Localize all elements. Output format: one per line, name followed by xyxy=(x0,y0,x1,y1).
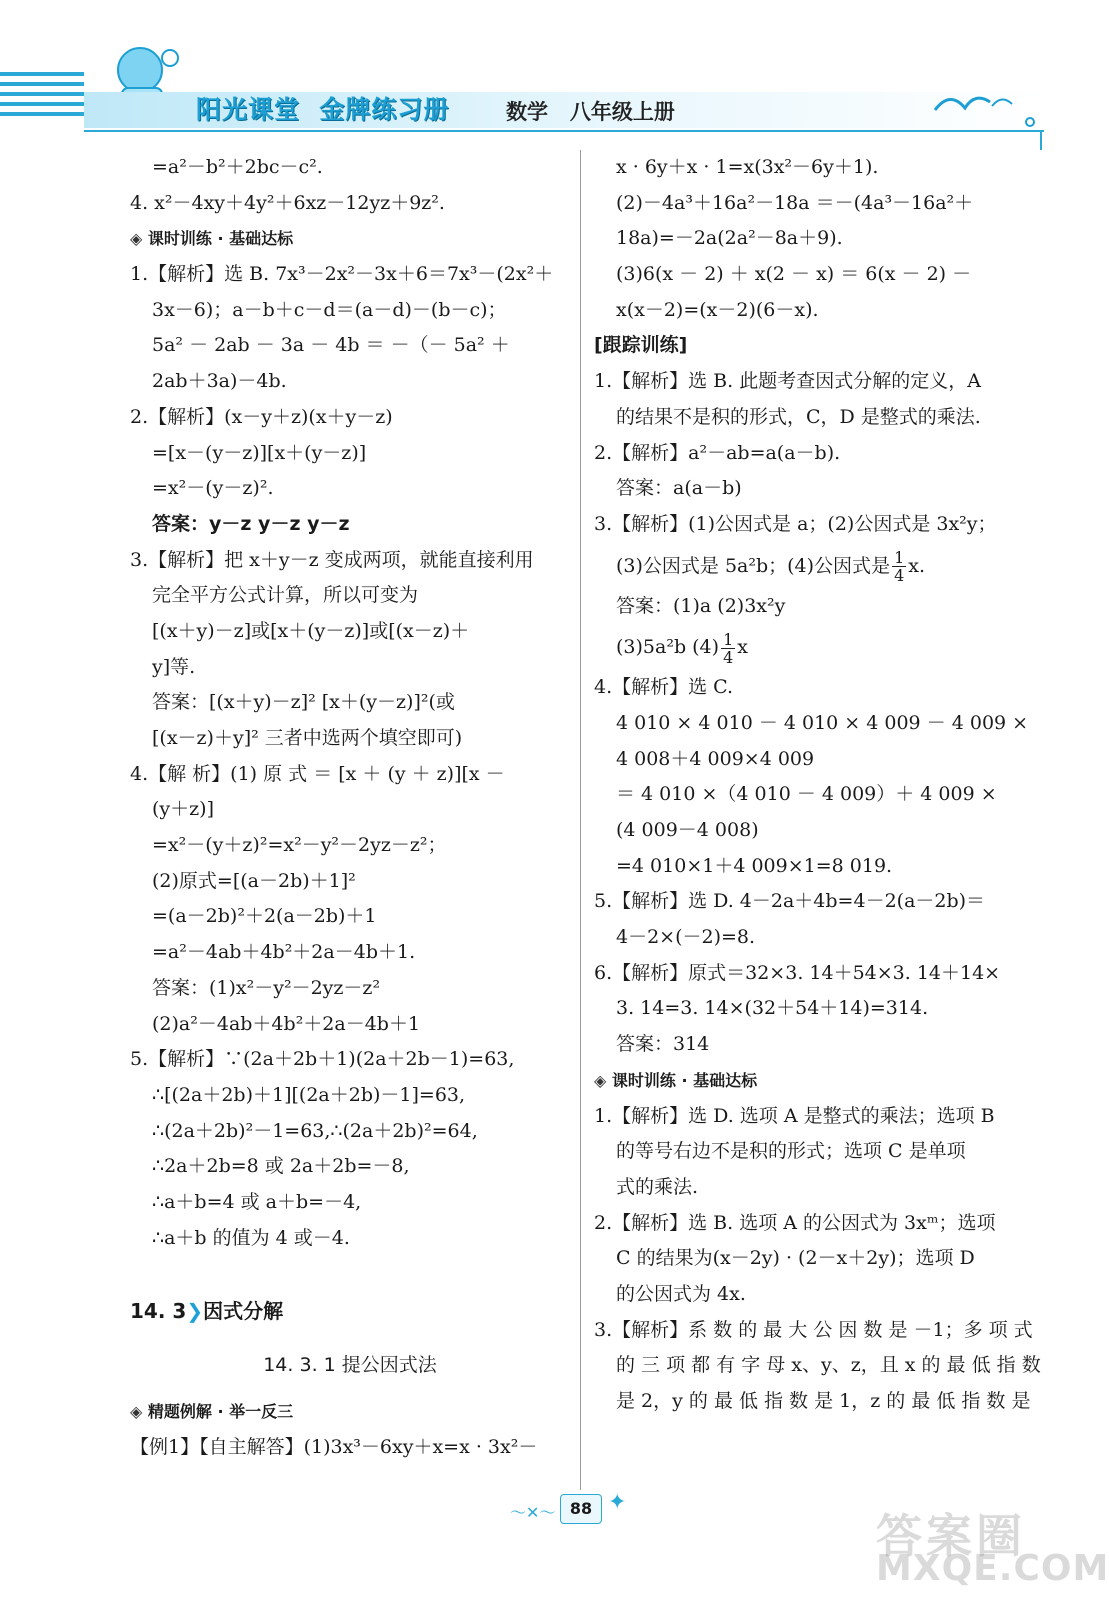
text-line: 4. x²－4xy＋4y²＋6xz－12yz＋9z². xyxy=(130,191,445,214)
text-line: 2.【解析】选 B. 选项 A 的公因式为 3xᵐ；选项 xyxy=(594,1211,996,1234)
text-segment: (3)公因式是 5a²b；(4)公因式是 xyxy=(616,554,891,577)
text-line: 4 008＋4 009×4 009 xyxy=(616,747,815,770)
watermark-url: MXQE.COM xyxy=(876,1548,1109,1589)
answer-line: 答案：a(a－b) xyxy=(616,477,742,500)
text-line: 18a)=－2a(2a²－8a＋9). xyxy=(616,227,843,250)
fraction xyxy=(721,631,735,666)
text-line: 2.【解析】a²－ab=a(a－b). xyxy=(594,441,841,464)
right-column xyxy=(594,150,1041,1420)
text-line: 4.【解 析】(1) 原 式 ＝ [x ＋ (y ＋ z)][x － xyxy=(130,762,505,785)
text-line: 3.【解析】把 x＋y－z 变成两项，就能直接利用 xyxy=(130,548,534,571)
text-line: 的公因式为 4x. xyxy=(616,1282,746,1305)
text-line: 4－2×(－2)=8. xyxy=(616,926,756,949)
text-line: ∴[(2a＋2b)＋1][(2a＋2b)－1]=63, xyxy=(152,1083,466,1106)
text-line: =(a－2b)²＋2(a－2b)＋1 xyxy=(152,905,377,928)
text-line: ∴2a＋2b=8 或 2a＋2b=－8, xyxy=(152,1155,410,1178)
star-decoration-icon: ✦ xyxy=(608,1490,627,1515)
header-stripes xyxy=(0,72,84,122)
text-line: 5.【解析】∵(2a＋2b＋1)(2a＋2b－1)=63, xyxy=(130,1048,515,1071)
text-line: 3x－6)；a－b＋c－d＝(a－d)－(b－c)； xyxy=(152,298,507,321)
text-line: =4 010×1＋4 009×1=8 019. xyxy=(616,854,893,877)
text-line: 【例1】【自主解答】(1)3x³－6xy＋x=x · 3x²－ xyxy=(130,1436,538,1458)
text-line xyxy=(594,543,1034,589)
text-line: =x²－(y－z)². xyxy=(152,477,274,500)
page-number: 88 xyxy=(560,1494,602,1524)
text-line: 1.【解析】选 B. 7x³－2x²－3x＋6＝7x³－(2x²＋ xyxy=(130,263,554,286)
text-line: 4 010 × 4 010 － 4 010 × 4 009 － 4 009 × xyxy=(616,711,1029,734)
birds-icon xyxy=(930,80,1040,130)
text-line: ∴a＋b 的值为 4 或－4. xyxy=(152,1226,350,1249)
wave-decoration-icon: ～✕～ xyxy=(510,1503,556,1522)
text-line: 4.【解析】选 C. xyxy=(594,676,734,699)
text-line: [(x－z)＋y]² 三者中选两个填空即可) xyxy=(152,727,463,749)
fraction-denominator: 4 xyxy=(894,566,905,586)
chapter-number: 14. 3 xyxy=(130,1299,187,1324)
text-segment: x. xyxy=(908,554,926,577)
brand-title: 阳光课堂 金牌练习册 xyxy=(196,95,450,124)
answer-line: 答案：y－z y－z y－z xyxy=(152,512,350,535)
answer-line: 答案：[(x＋y)－z]² [x＋(y－z)]²(或 xyxy=(152,691,455,714)
text-line xyxy=(594,624,1034,670)
text-line: 3. 14=3. 14×(32＋54＋14)=314. xyxy=(616,997,929,1020)
text-line: =a²－4ab＋4b²＋2a－4b＋1. xyxy=(152,941,416,964)
text-line: (2)原式=[(a－2b)＋1]² xyxy=(152,869,356,892)
text-line: 式的乘法. xyxy=(616,1175,699,1198)
chevron-right-icon: ❯ xyxy=(186,1299,204,1324)
text-segment: x xyxy=(737,636,748,659)
text-line: 是 2，y 的 最 低 指 数 是 1，z 的 最 低 指 数 是 xyxy=(616,1390,1031,1412)
text-line: 2ab＋3a)－4b. xyxy=(152,370,287,393)
subject-grade: 数学 八年级上册 xyxy=(506,100,675,124)
chapter-heading xyxy=(130,1286,570,1336)
section-heading: ◈ 精题例解 · 举一反三 xyxy=(130,1394,570,1430)
fraction-numerator: 1 xyxy=(723,629,734,649)
fraction xyxy=(892,549,906,584)
text-line: 1.【解析】选 D. 选项 A 是整式的乘法；选项 B xyxy=(594,1104,995,1127)
text-line: 的结果不是积的形式，C，D 是整式的乘法. xyxy=(616,405,981,428)
subsection-title: 14. 3. 1 提公因式法 xyxy=(263,1354,437,1377)
text-line: 完全平方公式计算，所以可变为 xyxy=(152,584,419,607)
text-line: y]等. xyxy=(152,655,196,678)
answer-line: 答案：(1)x²－y²－2yz－z² xyxy=(152,976,381,999)
page-header xyxy=(0,0,1071,140)
text-line: 3.【解析】(1)公因式是 a；(2)公因式是 3x²y； xyxy=(594,512,997,535)
text-line: 5a² － 2ab － 3a － 4b ＝ －（－ 5a² ＋ xyxy=(152,334,510,357)
answer-line: 答案：314 xyxy=(616,1033,710,1056)
left-column xyxy=(130,150,570,1466)
header-edge xyxy=(1040,132,1042,150)
text-line: 1.【解析】选 B. 此题考查因式分解的定义，A xyxy=(594,370,981,393)
text-line: (2)－4a³＋16a²－18a ＝－(4a³－16a²＋ xyxy=(616,191,974,214)
text-line: 6.【解析】原式＝32×3. 14＋54×3. 14＋14× xyxy=(594,961,1001,984)
fraction-numerator: 1 xyxy=(894,548,905,568)
text-line: =[x－(y－z)][x＋(y－z)] xyxy=(152,441,367,464)
text-line: x(x－2)=(x－2)(6－x). xyxy=(616,298,819,321)
section-heading: ◈ 课时训练 · 基础达标 xyxy=(594,1063,1034,1099)
text-line: C 的结果为(x－2y) · (2－x＋2y)；选项 D xyxy=(616,1247,975,1270)
text-line: x · 6y＋x · 1=x(3x²－6y＋1). xyxy=(616,156,879,178)
text-line: ∴a＋b=4 或 a＋b=－4, xyxy=(152,1190,362,1213)
text-line: [(x＋y)－z]或[x＋(y－z)]或[(x－z)＋ xyxy=(152,619,470,642)
text-line: =a²－b²＋2bc－c². xyxy=(152,156,323,178)
text-line: ＝ 4 010 ×（4 010 － 4 009）＋ 4 009 × xyxy=(616,783,997,806)
text-segment: (3)5a²b (4) xyxy=(616,636,720,659)
text-line: 2.【解析】(x－y＋z)(x＋y－z) xyxy=(130,405,393,428)
text-line: =x²－(y＋z)²=x²－y²－2yz－z²； xyxy=(152,834,447,857)
answer-line: 答案：(1)a (2)3x²y xyxy=(616,594,786,617)
column-divider xyxy=(580,150,581,1490)
header-underline xyxy=(84,130,1044,132)
text-line: ∴(2a＋2b)²－1=63,∴(2a＋2b)²=64, xyxy=(152,1119,478,1142)
watermark-logo: 答案圈 xyxy=(876,1509,1026,1563)
section-heading: ◈ 课时训练 · 基础达标 xyxy=(130,221,570,257)
text-line: 5.【解析】选 D. 4－2a＋4b=4－2(a－2b)＝ xyxy=(594,890,986,913)
text-line: (4 009－4 008) xyxy=(616,819,759,841)
fraction-denominator: 4 xyxy=(723,647,734,667)
section-heading: [跟踪训练] xyxy=(594,334,688,357)
text-line: (2)a²－4ab＋4b²＋2a－4b＋1 xyxy=(152,1012,421,1035)
text-line: 的 三 项 都 有 字 母 x、y、z，且 x 的 最 低 指 数 xyxy=(616,1354,1041,1377)
text-line: 的等号右边不是积的形式；选项 C 是单项 xyxy=(616,1140,966,1163)
text-line: (y＋z)] xyxy=(152,798,214,821)
text-line: (3)6(x － 2) ＋ x(2 － x) ＝ 6(x － 2) － xyxy=(616,263,972,286)
text-line: 3.【解析】系 数 的 最 大 公 因 数 是 －1；多 项 式 xyxy=(594,1318,1033,1341)
chapter-title: 因式分解 xyxy=(203,1299,284,1324)
